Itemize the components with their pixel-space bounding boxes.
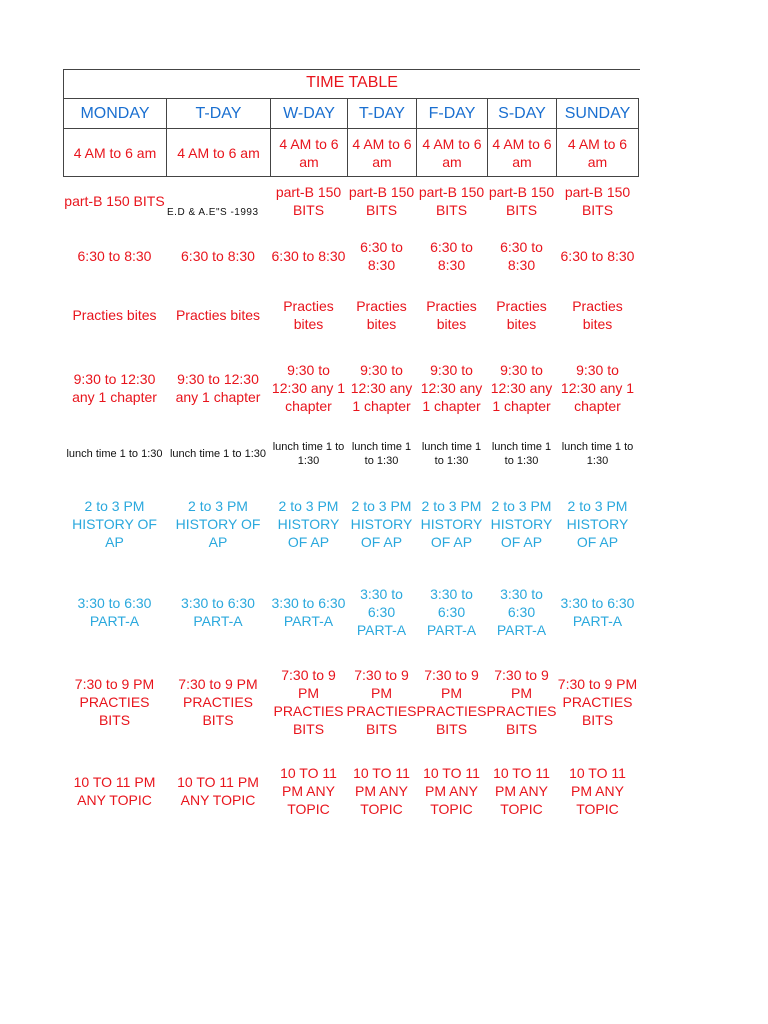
slot-cell: lunch time 1 to 1:30 [421,441,482,467]
slot-cell: 3:30 to 6:30 PART-A [356,586,407,638]
slot-cell: 6:30 to 8:30 [77,248,152,264]
slot-cell: 2 to 3 PM HISTORY OF AP [490,498,553,550]
slot-cell: lunch time 1 to 1:30 [272,441,345,467]
slot-cell: 2 to 3 PM HISTORY OF AP [420,498,483,550]
slot-cell: 9:30 to 12:30 any 1 chapter [560,362,635,414]
day-header-sunday: SUNDAY [556,98,639,128]
slot-cell: 7:30 to 9 PM PRACTIES BITS [178,676,258,728]
slot-cell: part-B 150 BITS [488,184,555,218]
slot-cell: Practies bites [72,307,157,323]
slot-cell: 10 TO 11 PM ANY TOPIC [569,765,626,817]
part-a-row [63,573,640,651]
slot-cell: 4 AM to 6 am [487,128,556,177]
day-header-row [63,98,640,128]
morning-study-row [63,225,640,287]
slot-cell: 9:30 to 12:30 any 1 chapter [350,362,413,414]
slot-cell: part-B 150 BITS [64,193,165,209]
slot-cell: Practies bites [572,298,623,332]
overlay-note: E.D & A.E"S -1993 [167,207,259,218]
slot-cell: 4 AM to 6 am [270,128,347,177]
slot-cell: 2 to 3 PM HISTORY OF AP [566,498,629,550]
slot-cell: Practies bites [496,298,547,332]
slot-cell: lunch time 1 to 1:30 [561,441,634,467]
slot-cell: 6:30 to 8:30 [430,239,473,273]
day-header-tuesday: T-DAY [166,98,270,128]
slot-cell: 2 to 3 PM HISTORY OF AP [72,498,157,550]
slot-cell: part-B 150 BITS [564,184,631,218]
slot-cell: 9:30 to 12:30 any 1 chapter [490,362,553,414]
slot-cell: 7:30 to 9 PM PRACTIES BITS [74,676,155,728]
timetable [63,69,640,829]
slot-cell: lunch time 1 to 1:30 [491,441,552,467]
slot-cell: 7:30 to 9 PM PRACTIES BITS [346,667,417,737]
slot-cell: 7:30 to 9 PM PRACTIES BITS [557,676,638,728]
slot-cell: 7:30 to 9 PM PRACTIES BITS [416,667,487,737]
slot-cell: 6:30 to 8:30 [181,248,255,264]
slot-cell: 10 TO 11 PM ANY TOPIC [73,774,156,808]
morning-slot-row [63,128,640,177]
slot-cell: 4 AM to 6 am [63,128,166,177]
page-title: TIME TABLE [63,69,640,98]
slot-cell: Practies bites [283,298,334,332]
slot-cell: 4 AM to 6 am [347,128,416,177]
day-header-saturday: S-DAY [487,98,556,128]
slot-cell: 6:30 to 8:30 [271,248,346,264]
slot-cell: 10 TO 11 PM ANY TOPIC [423,765,480,817]
slot-cell: 4 AM to 6 am [416,128,487,177]
slot-cell: 3:30 to 6:30 PART-A [77,595,152,629]
slot-cell: 3:30 to 6:30 PART-A [560,595,635,629]
slot-cell: 3:30 to 6:30 PART-A [496,586,547,638]
slot-cell: 3:30 to 6:30 PART-A [271,595,346,629]
practice-bits-row [63,651,640,753]
slot-cell: part-B 150 BITS [418,184,485,218]
slot-cell: Practies bites [356,298,407,332]
practice-bites-row [63,287,640,343]
slot-cell: 9:30 to 12:30 any 1 chapter [175,371,261,405]
slot-cell: 4 AM to 6 am [166,128,270,177]
slot-cell: 2 to 3 PM HISTORY OF AP [350,498,413,550]
part-b-row [63,177,640,225]
any-topic-row [63,753,640,829]
day-header-wednesday: W-DAY [270,98,347,128]
lunch-row [63,433,640,475]
slot-cell: part-B 150 BITS [275,184,342,218]
day-header-thursday: T-DAY [347,98,416,128]
slot-cell: 7:30 to 9 PM PRACTIES BITS [273,667,344,737]
slot-cell: Practies bites [426,298,477,332]
day-header-friday: F-DAY [416,98,487,128]
slot-cell: 9:30 to 12:30 any 1 chapter [271,362,346,414]
slot-cell: 7:30 to 9 PM PRACTIES BITS [486,667,557,737]
slot-cell: 3:30 to 6:30 PART-A [426,586,477,638]
slot-cell: 9:30 to 12:30 any 1 chapter [72,371,157,405]
history-row [63,475,640,573]
slot-cell: 10 TO 11 PM ANY TOPIC [280,765,337,817]
slot-cell: lunch time 1 to 1:30 [169,448,266,460]
slot-cell: part-B 150 BITS [348,184,415,218]
slot-cell: 10 TO 11 PM ANY TOPIC [493,765,550,817]
chapter-row [63,343,640,433]
slot-cell: 2 to 3 PM HISTORY OF AP [277,498,340,550]
day-header-monday: MONDAY [63,98,166,128]
slot-cell: 9:30 to 12:30 any 1 chapter [420,362,483,414]
slot-cell: lunch time 1 to 1:30 [351,441,412,467]
slot-cell: 10 TO 11 PM ANY TOPIC [353,765,410,817]
slot-cell: 3:30 to 6:30 PART-A [181,595,255,629]
slot-cell: 6:30 to 8:30 [560,248,635,264]
slot-cell: lunch time 1 to 1:30 [66,448,163,460]
slot-cell: 6:30 to 8:30 [360,239,403,273]
slot-cell: 6:30 to 8:30 [500,239,543,273]
slot-cell: 2 to 3 PM HISTORY OF AP [175,498,261,550]
slot-cell: 4 AM to 6 am [556,128,639,177]
slot-cell: 10 TO 11 PM ANY TOPIC [177,774,259,808]
slot-cell: Practies bites [175,307,261,323]
